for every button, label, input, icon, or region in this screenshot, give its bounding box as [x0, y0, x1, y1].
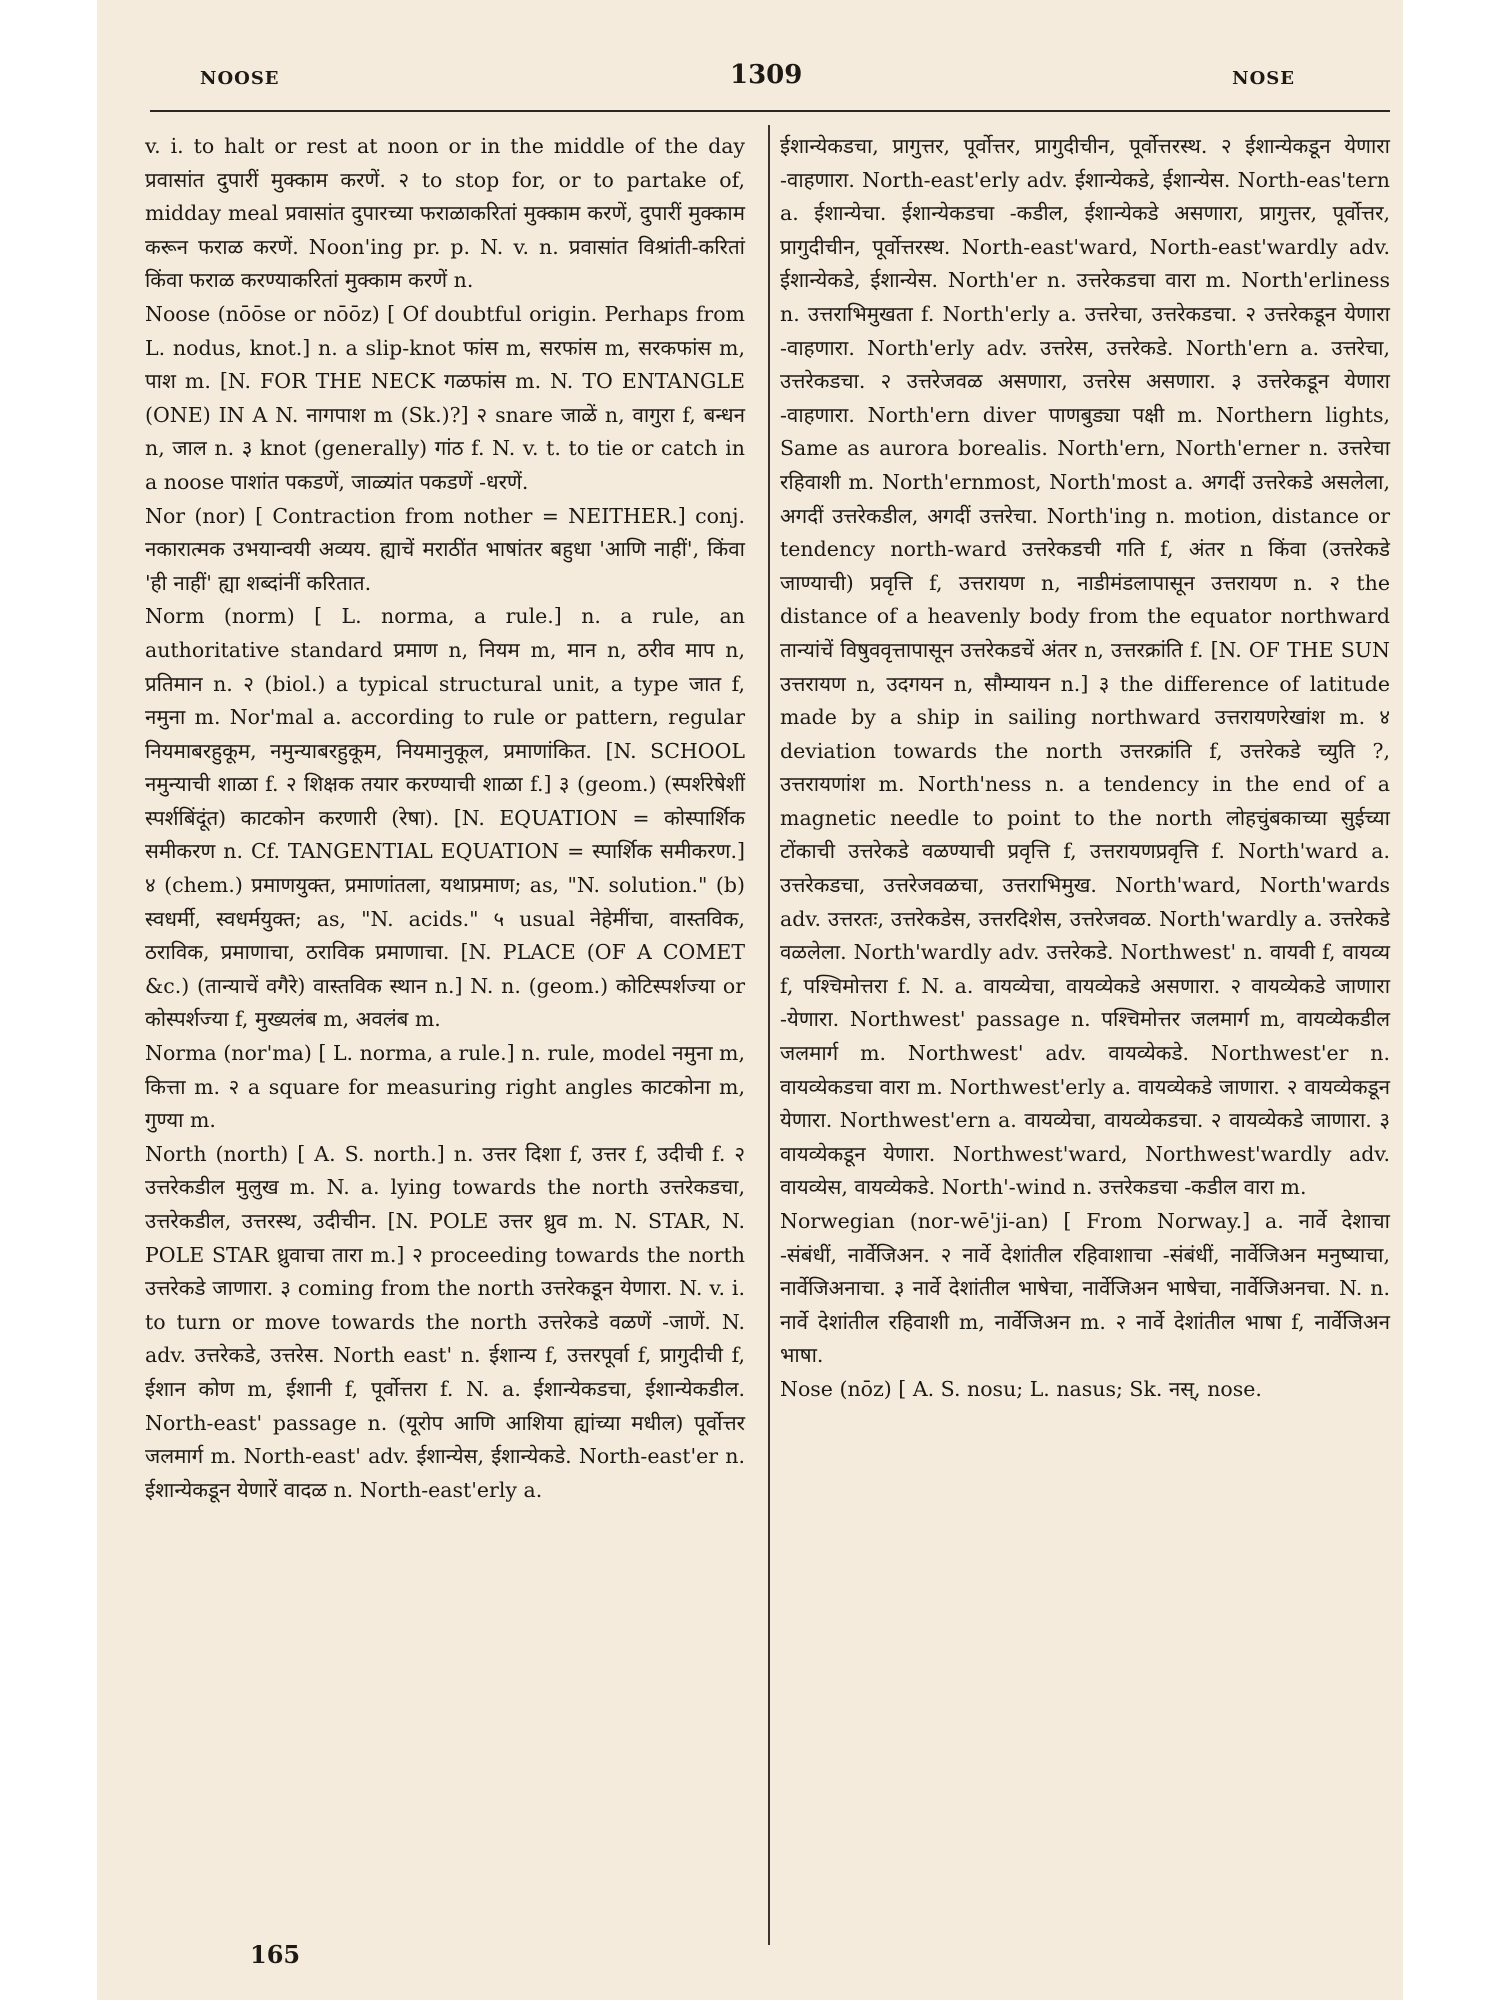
column-divider — [768, 125, 770, 1945]
entry-nose: Nose (nōz) [ A. S. nosu; L. nasus; Sk. नस्, nose. — [780, 1376, 1262, 1401]
right-column — [780, 130, 1390, 1407]
left-guide-word: NOOSE — [200, 68, 280, 89]
entry-nor: Nor (nor) [ Contraction from nother = NEITHER.] conj. नकारात्मक उभयान्वयी अव्यय. ह्याचें मराठींत भाषांतर बहुधा 'आणि नाहीं', किंवा 'ही नाहीं' ह्या शब्दांनीं करितात. — [145, 503, 745, 595]
entry-norm: Norm (norm) [ L. norma, a rule.] n. a rule, an authoritative standard प्रमाण n, नियम m, मान n, ठरीव माप n, प्रतिमान n. २ (biol.) a typical structural unit, a type जात f, नमुना m. Nor'mal a. according to rule or pattern, regular नियमाबरहुकूम, नमुन्याबरहुकूम, नियमानुकूल, प्रमाणांकित. [N. SCHOOL नमुन्याची शाळा f. २ शिक्षक तयार करण्याची शाळा f.] ३ (geom.) (स्पर्शरेषेशीं स्पर्शबिंदूंत) काटकोन करणारी (रेषा). [N. EQUATION = कोस्पार्शिक समीकरण n. Cf. TANGENTIAL EQUATION = स्पार्शिक समीकरण.] ४ (chem.) प्रमाणयुक्त, प्रमाणांतला, यथाप्रमाण; as, "N. solution." (b) स्वधर्मी, स्वधर्मयुक्त; as, "N. acids." ५ usual नेहेमींचा, वास्तविक, ठराविक, प्रमाणाचा, ठराविक प्रमाणाचा. [N. PLACE (OF A COMET &c.) (तान्याचें वगैरे) वास्तविक स्थान n.] N. n. (geom.) कोटिस्पर्शज्या or कोस्पर्शज्या f, मुख्यलंब m, अवलंब m. — [145, 604, 745, 1032]
entry-north: North (north) [ A. S. north.] n. उत्तर दिशा f, उत्तर f, उदीची f. २ उत्तरेकडील मुलुख m. N. a. lying towards the north उत्तरेकडचा, उत्तरेकडील, उत्तरस्थ, उदीचीन. [N. POLE उत्तर ध्रुव m. N. STAR, N. POLE STAR ध्रुवाचा तारा m.] २ proceeding towards the north उत्तरेकडे जाणारा. ३ coming from the north उत्तरेकडून येणारा. N. v. i. to turn or move towards the north उत्तरेकडे वळणें -जाणें. N. adv. उत्तरेकडे, उत्तरेस. North east' n. ईशान्य f, उत्तरपूर्वा f, प्रागुदीची f, ईशान कोण m, ईशानी f, पूर्वोत्तरा f. N. a. ईशान्येकडचा, ईशान्येकडील. North-east' passage n. (यूरोप आणि आशिया ह्यांच्या मधील) पूर्वोत्तर जलमार्ग m. North-east' adv. ईशान्येस, ईशान्येकडे. North-east'er n. ईशान्येकडून येणारें वादळ n. North-east'erly a. — [145, 1141, 745, 1502]
right-guide-word: NOSE — [1232, 68, 1295, 89]
signature-number: 165 — [250, 1940, 301, 1969]
entry-north-continuation: ईशान्येकडचा, प्रागुत्तर, पूर्वोत्तर, प्रागुदीचीन, पूर्वोत्तरस्थ. २ ईशान्येकडून येणारा -वाहणारा. North-east'erly adv. ईशान्येकडे, ईशान्येस. North-eas'tern a. ईशान्येचा. ईशान्येकडचा -कडील, ईशान्येकडे असणारा, प्रागुत्तर, पूर्वोत्तर, प्रागुदीचीन, पूर्वोत्तरस्थ. North-east'ward, North-east'wardly adv. ईशान्येकडे, ईशान्येस. North'er n. उत्तरेकडचा वारा m. North'erliness n. उत्तराभिमुखता f. North'erly a. उत्तरेचा, उत्तरेकडचा. २ उत्तरेकडून येणारा -वाहणारा. North'erly adv. उत्तरेस, उत्तरेकडे. North'ern a. उत्तरेचा, उत्तरेकडचा. २ उत्तरेजवळ असणारा, उत्तरेस असणारा. ३ उत्तरेकडून येणारा -वाहणारा. North'ern diver पाणबुड्या पक्षी m. Northern lights, Same as aurora borealis. North'ern, North'erner n. उत्तरेचा रहिवाशी m. North'ernmost, North'most a. अगदीं उत्तरेकडे असलेला, अगदीं उत्तरेकडील, अगदीं उत्तरेचा. North'ing n. motion, distance or tendency north-ward उत्तरेकडची गति f, अंतर n किंवा (उत्तरेकडे जाण्याची) प्रवृत्ति f, उत्तरायण n, नाडीमंडलापासून उत्तरायण n. २ the distance of a heavenly body from the equator northward तान्यांचें विषुववृत्तापासून उत्तरेकडचें अंतर n, उत्तरक्रांति f. [N. OF THE SUN उत्तरायण n, उदगयन n, सौम्यायन n.] ३ the difference of latitude made by a ship in sailing northward उत्तरायणरेखांश m. ४ deviation towards the north उत्तरक्रांति f, उत्तरेकडे च्युति ?, उत्तरायणांश m. North'ness n. a tendency in the end of a magnetic needle to point to the north लोहचुंबकाच्या सुईच्या टोंकाची उत्तरेकडे वळण्याची प्रवृत्ति f, उत्तरायणप्रवृत्ति f. North'ward a. उत्तरेकडचा, उत्तरेजवळचा, उत्तराभिमुख. North'ward, North'wards adv. उत्तरतः, उत्तरेकडेस, उत्तरदिशेस, उत्तरेजवळ. North'wardly a. उत्तरेकडे वळलेला. North'wardly adv. उत्तरेकडे. Northwest' n. वायवी f, वायव्य f, पश्चिमोत्तरा f. N. a. वायव्येचा, वायव्येकडे असणारा. २ वायव्येकडे जाणारा -येणारा. Northwest' passage n. पश्चिमोत्तर जलमार्ग m, वायव्येकडील जलमार्ग m. Northwest' adv. वायव्येकडे. Northwest'er n. वायव्येकडचा वारा m. Northwest'erly a. वायव्येकडे जाणारा. २ वायव्येकडून येणारा. Northwest'ern a. वायव्येचा, वायव्येकडचा. २ वायव्येकडे जाणारा. ३ वायव्येकडून येणारा. Northwest'ward, Northwest'wardly adv. वायव्येस, वायव्येकडे. North'-wind n. उत्तरेकडचा -कडील वारा m. — [780, 134, 1390, 1200]
entry-noon-continuation: v. i. to halt or rest at noon or in the middle of the day प्रवासांत दुपारीं मुक्काम करणें. २ to stop for, or to partake of, midday meal प्रवासांत दुपारच्या फराळाकरितां मुक्काम करणें, दुपारीं मुक्काम करून फराळ करणें. Noon'ing pr. p. N. v. n. प्रवासांत विश्रांती-करितां किंवा फराळ करण्याकरितां मुक्काम करणें n. — [145, 134, 745, 293]
entry-noose: Noose (nōōse or nōōz) [ Of doubtful origin. Perhaps from L. nodus, knot.] n. a slip-knot फांस m, सरफांस m, सरकफांस m, पाश m. [N. FOR THE NECK गळफांस m. N. TO ENTANGLE (ONE) IN A N. नागपाश m (Sk.)?] २ snare जाळें n, वागुरा f, बन्धन n, जाल n. ३ knot (generally) गांठ f. N. v. t. to tie or catch in a noose पाशांत पकडणें, जाळ्यांत पकडणें -धरणें. — [145, 301, 745, 494]
header-rule — [150, 110, 1390, 112]
page-number: 1309 — [730, 60, 803, 90]
page-header — [105, 0, 1295, 108]
entry-norwegian: Norwegian (nor-wē'ji-an) [ From Norway.] a. नार्वे देशाचा -संबंधीं, नार्वेजिअन. २ नार्वे देशांतील रहिवाशाचा -संबंधीं, नार्वेजिअन मनुष्याचा, नार्वेजिअनाचा. ३ नार्वे देशांतील भाषेचा, नार्वेजिअन भाषेचा, नार्वेजिअनचा. N. n. नार्वे देशांतील रहिवाशी m, नार्वेजिअन m. २ नार्वे देशांतील भाषा f, नार्वेजिअन भाषा. — [780, 1209, 1390, 1368]
entry-norma: Norma (nor'ma) [ L. norma, a rule.] n. rule, model नमुना m, कित्ता m. २ a square for measuring right angles काटकोना m, गुण्या m. — [145, 1041, 745, 1133]
left-column — [145, 130, 745, 1507]
